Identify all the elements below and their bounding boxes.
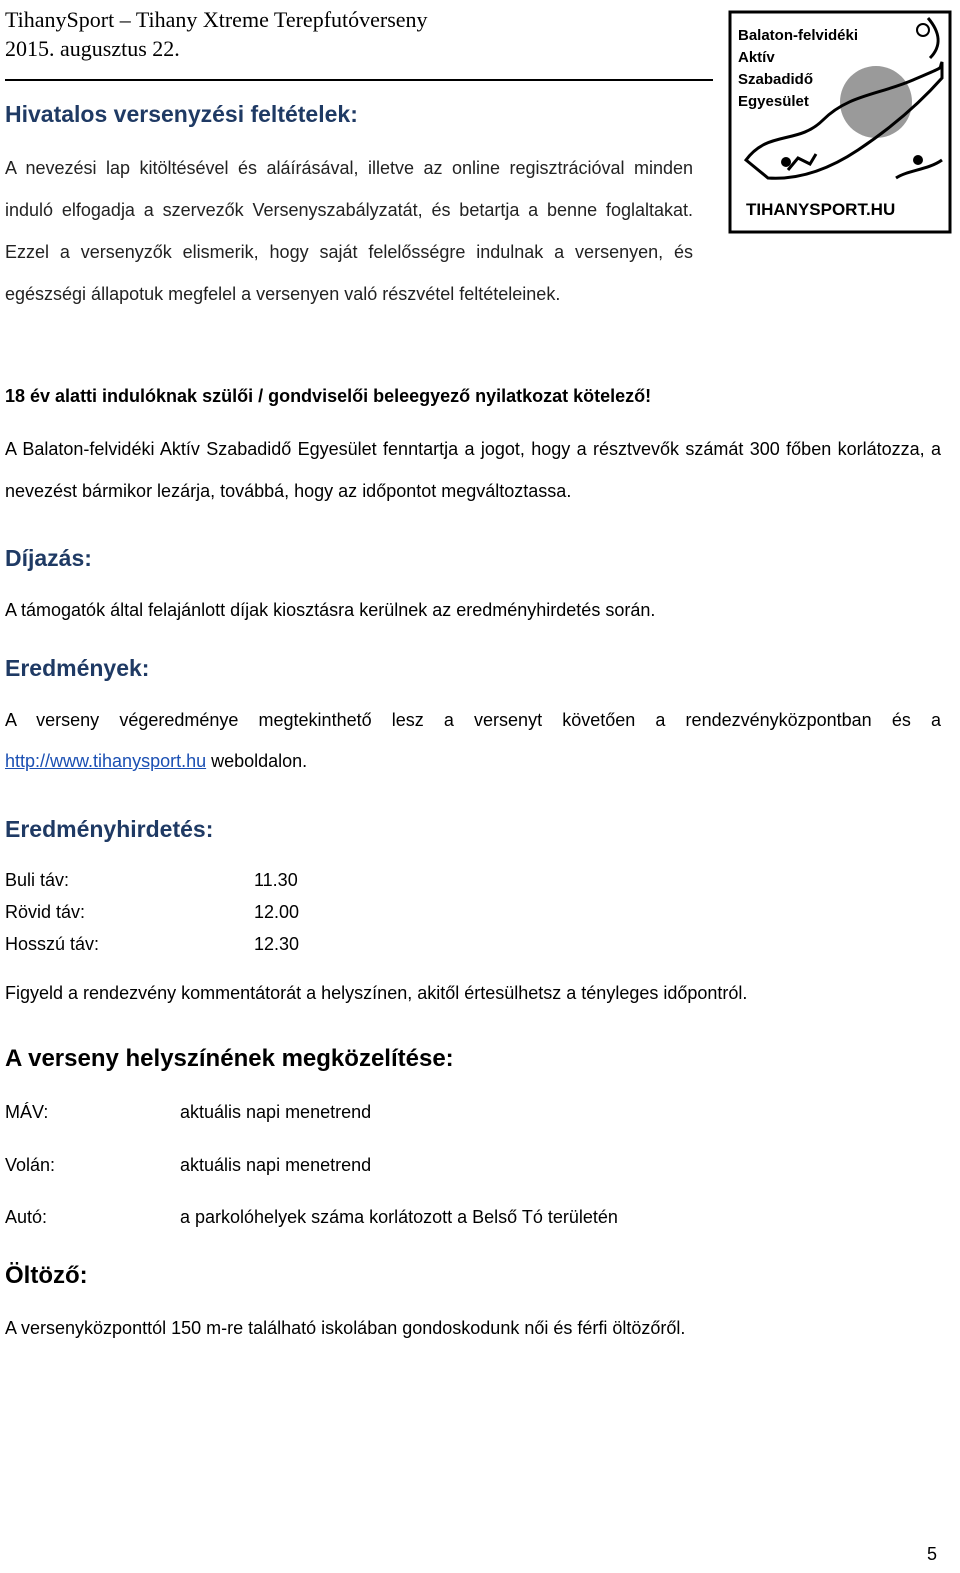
results-link-line: [5, 751, 307, 772]
ceremony-row: [5, 870, 69, 891]
page-number: 5: [927, 1544, 938, 1564]
logo-site-text: TIHANYSPORT.HU: [746, 200, 896, 219]
parental-consent-notice: 18 év alatti indulóknak szülői / gondviselői beleegyező nyilatkozat kötelező!: [5, 386, 652, 406]
access-value: a parkolóhelyek száma korlátozott a Belső Tó területén: [180, 1207, 618, 1227]
results-text-after: weboldalon.: [206, 751, 308, 771]
access-label: Volán:: [5, 1155, 56, 1175]
header-rule: [5, 79, 713, 81]
ceremony-row: [5, 934, 99, 955]
logo-text-line2: Aktív: [738, 49, 775, 66]
access-heading: A verseny helyszínének megközelítése:: [5, 1045, 454, 1072]
ceremony-label: Buli táv:: [5, 870, 70, 890]
ceremony-label: Hosszú táv:: [5, 934, 100, 954]
ceremony-time: 11.30: [254, 870, 298, 890]
organizer-rights-paragraph: A Balaton-felvidéki Aktív Szabadidő Egyesület fenntartja a jogot, hogy a résztvevők számát 300 főben korlátozza, a nevezést bármikor lezárja, továbbá, hogy az időpontot megváltoztassa.: [5, 439, 941, 501]
logo-text-line4: Egyesület: [738, 93, 809, 110]
results-text: A verseny végeredménye megtekinthető lesz a versenyt követően a rendezvényközpontban és a: [5, 710, 941, 730]
club-logo: [728, 10, 952, 234]
club-logo-graphic: [728, 10, 952, 234]
document-header-title: TihanySport – Tihany Xtreme Terepfutóverseny: [5, 7, 428, 32]
access-label: Autó:: [5, 1207, 48, 1227]
ceremony-note: Figyeld a rendezvény kommentátorát a helyszínen, akitől értesülhetsz a tényleges időpontról.: [5, 983, 748, 1003]
ceremony-time: 12.30: [254, 934, 300, 954]
tihanysport-link[interactable]: http://www.tihanysport.hu: [5, 751, 207, 771]
changing-text: A versenyközponttól 150 m-re található iskolában gondoskodunk női és férfi öltözőről.: [5, 1318, 686, 1338]
access-value: aktuális napi menetrend: [180, 1102, 372, 1122]
results-heading: Eredmények:: [5, 655, 150, 681]
ceremony-row: [5, 902, 85, 923]
ceremony-heading: Eredményhirdetés:: [5, 816, 214, 842]
ceremony-time: 12.00: [254, 902, 300, 922]
access-label: MÁV:: [5, 1102, 49, 1122]
access-value: aktuális napi menetrend: [180, 1155, 372, 1175]
conditions-paragraph: A nevezési lap kitöltésével és aláírásával, illetve az online regisztrációval minden induló elfogadja a szervezők Versenyszabályzatát, és betartja a benne foglaltakat. Ezzel a versenyzők elismerik, hogy saját felelősségre indulnak a versenyen, és egészségi állapotuk megfelel a versenyen való részvétel feltételeinek.: [5, 158, 693, 304]
logo-text-line1: Balaton-felvidéki: [738, 27, 859, 44]
prizes-heading: Díjazás:: [5, 545, 92, 571]
logo-text-line3: Szabadidő: [738, 71, 814, 88]
conditions-heading: Hivatalos versenyzési feltételek:: [5, 101, 358, 127]
prizes-text: A támogatók által felajánlott díjak kiosztásra kerülnek az eredményhirdetés során.: [5, 600, 656, 620]
document-header-date: 2015. augusztus 22.: [5, 36, 180, 61]
changing-heading: Öltöző:: [5, 1262, 88, 1289]
ceremony-label: Rövid táv:: [5, 902, 86, 922]
